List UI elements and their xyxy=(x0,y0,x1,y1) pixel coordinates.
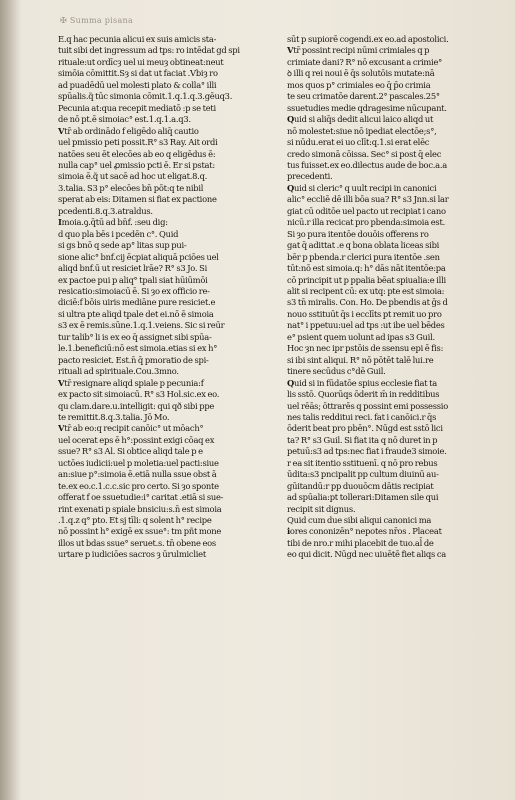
text-line: recipit sit dignus. xyxy=(287,503,356,514)
text-line: s3 tn̄ miralis. Con. Ho. De pbendis at ḡs d xyxy=(287,297,448,308)
text-line: si gs bnō q sede ap° litas sup pui- xyxy=(58,240,187,251)
text-line: te remittit.8.q.3.talia. Jō Mo. xyxy=(58,411,170,422)
text-line: urtare p iudiciōes sacros ȝ ūrulmicliet xyxy=(58,549,206,560)
text-line: qu clam.dare.u.intelligit: qui qð sibi ppe xyxy=(58,400,215,411)
text-line: e° psient quem uolunt ad ipas s3 Guil. xyxy=(287,331,435,342)
text-line: ꝺ illi q rei noui ē q̄s solutōis mutate:nā xyxy=(287,68,435,79)
text-line: credo simonā cōissa. Sec° si post q̄ elec xyxy=(287,148,442,159)
text-line: ssue? R° s3 Al. Si obtice aliqd tale p e xyxy=(58,446,203,457)
text-line: offerat f oe ssuetudie:i° caritat .etiā si sue- xyxy=(58,492,224,503)
text-line: .1.q.z q° pto. Et sj tīli: q solent h° recipe xyxy=(58,515,212,526)
text-line: ōderit beat pro pbēn°. Nūgd est sstō lici xyxy=(287,423,443,434)
text-line: tinere secūdus c°dē Guil. xyxy=(287,366,386,377)
text-line: giat cū oditōe uel pacto ut recipiat i cano xyxy=(287,205,446,216)
text-line: de nō pt.ē simoiac° est.1.q.1.a.q3. xyxy=(58,114,191,125)
text-line: uctōes iudicii:uel p moletia:uel pacti:siue xyxy=(58,457,219,468)
text-line: precedenti. xyxy=(287,171,333,182)
text-line: an:siue p°:simoia ē.etiā nulla ssue obst ā xyxy=(58,469,217,480)
text-line: tur talib° li is ex eo q̄ assignet sibi spūa- xyxy=(58,331,212,342)
text-line: pcedenti.8.q.3.atraldus. xyxy=(58,205,153,216)
text-line: uel rēās; ōttrarēs q possint emi possessio xyxy=(287,400,448,411)
right-text-column xyxy=(287,34,501,561)
text-line: ad puadēdū uel molesti plato & colla° illi xyxy=(58,79,217,90)
text-line: pacto resiciet. Est.n̄ q̄ pmoratio de spi- xyxy=(58,354,209,365)
text-line: mos quos p° crimiales eo q̄ p̄o crimia xyxy=(287,79,431,90)
text-line: nō possint h° exigē ex ssue°: tm pñt mone xyxy=(58,526,222,537)
text-line: simōia cōmittit.Sȝ si dat ut faciat .Vbiȝ ro xyxy=(58,68,218,79)
text-line: diciē:f bōis uiris mediāne pure resiciet.e xyxy=(58,297,216,308)
text-line: simoia ē.q̃ ut sacē ad hoc ut eligat.8.q. xyxy=(58,171,208,182)
text-line: si ultra pte aliqd tpale det ei.nō ē simoia xyxy=(58,308,214,319)
text-line: sione alic° bnf.cij ēcpiat aliquā pciōes uel xyxy=(58,251,219,262)
text-line: Vtr̄ resignare aliqd spiale p pecunia:f xyxy=(58,377,204,388)
text-line: r ea sit itentio sstituenī. q nō pro rebus xyxy=(287,457,438,468)
left-text-column xyxy=(58,34,270,561)
text-line: Imoia.ꝯ.q̄tū ad bn̄f. :seu dig: xyxy=(58,217,168,228)
text-line: resicatio:simoiacū ē. Si ȝo ex officio re- xyxy=(58,285,210,296)
text-line: Vtr̄ ab ordinādo f eligēdo aliq̄ cautio xyxy=(58,125,199,136)
text-line: Vtr̄ possint recipi nūmi crimiales q p xyxy=(287,45,430,56)
text-line: Pecunia at:qua recepit mediatō :p se teti xyxy=(58,102,216,113)
text-line: alit si recipent cū: ex utq: pte est simoia: xyxy=(287,285,445,296)
text-line: nouo sstituūt q̄s i ecclīts pt remit uo pro xyxy=(287,308,442,319)
text-line: Quid si cleric° q uult recipi in canonici xyxy=(287,182,437,193)
text-line: ex pactoe pui p aliq° tpali siat hūiūmōi xyxy=(58,274,208,285)
text-line: Quid si aliq̄s dedit alicui laico aliqd ut xyxy=(287,114,434,125)
text-line: lis sstō. Quorūqs ōderit m̄ in redditibus xyxy=(287,389,440,400)
text-line: tūt:nō est simoia.q: h° dās nāt itentōe:pa xyxy=(287,263,446,274)
text-line: sūt p supiorē cogendi.ex eo.ad apostolici. xyxy=(287,34,449,44)
text-line: natōes seu ēt elecōes ab eo q eligēdus ē: xyxy=(58,148,216,159)
text-line: rituali ad spirituale.Cou.3mno. xyxy=(58,366,179,377)
text-line: 3.talia. S3 p° elecōes bn̄ pōt:q te nibil xyxy=(58,182,204,193)
text-line: petuū:s3 ad tps:nec fiat i fraude3 simoie. xyxy=(287,446,447,457)
text-line: te seu crimatōe darent.2° pascales.25° xyxy=(287,91,440,102)
text-line: rint exenati p spiale bnsiciu:s.n̄ est simoia xyxy=(58,503,222,514)
text-line: si ibi sint aliqui. R° nō pōtēt talē lui.re xyxy=(287,354,434,365)
text-line: ex pacto sit simoiacū. R° s3 Hol.sic.ex eo. xyxy=(58,389,220,400)
text-line: Si ȝo pura itentōe douōis offerens ro xyxy=(287,228,429,239)
text-line: nō molestet:siue nō ipediat electōe;s°, xyxy=(287,125,437,136)
text-line: uel ocerat eps ē h°:possint exigi cōaq ex xyxy=(58,434,215,445)
text-line: nes talis redditui reci. fat i canōici.r q̄s xyxy=(287,411,437,422)
text-line: uel pmissio peti possit.R° s3 Ray. Ait ordi xyxy=(58,137,218,148)
text-line: ūdita:s3 pncipalit pp cultum diuinū au- xyxy=(287,469,439,480)
text-line: alic° eccliē dē illi bōa sua? R° s3 Jnn.si lar xyxy=(287,194,449,205)
text-line: ta? R° s3 Guil. Si fiat ita q nō duret in p xyxy=(287,434,438,445)
text-line: Quid si in fūdatōe spius ecclesie fiat ta xyxy=(287,377,438,388)
text-line: si nūdu.erat ei uo clīt:q.1.si erat elēc xyxy=(287,137,430,148)
text-line: d quo pla bēs i pcedēn c°. Quid xyxy=(58,228,179,239)
text-line: tuit sibi det ingressum ad tps: ro intēdat gd spi xyxy=(58,45,240,56)
text-line: aliqd bnf.ū ut resiciet lrāe? R° s3 Jo. Si xyxy=(58,263,208,274)
text-line: E.q hac pecunia alicui ex suis amicis sta- xyxy=(58,34,217,44)
text-line: ssuetudies medie qdragesime nūcupant. xyxy=(287,102,447,113)
text-line: ad spūalia:pt tollerari:Ditamen sile qui xyxy=(287,492,439,503)
text-line: tus fuisset.ex eo.dilectus aude de boc.a.a xyxy=(287,159,448,170)
text-line: tibi de nro.r mihi placebit de tuo.al̄ de xyxy=(287,537,434,548)
text-line: rituale:ut ordīcȝ uel ui meuȝ obtineat:neut xyxy=(58,56,224,67)
text-line: s3 ex ē remis.sūne.1.q.1.veiens. Sic si reūr xyxy=(58,320,225,331)
text-line: gūitandū:r pp duouōcm dātis recipiat xyxy=(287,480,434,491)
text-line: nat° i ppetuu:uel ad tps :ut ibe uel bēdes xyxy=(287,320,445,331)
text-line: iores cononizēn° nepotes nr̄os . Placeat xyxy=(287,526,442,537)
text-line: illos ut bdas ssue° seruet.s. tn̄ obene eos xyxy=(58,537,216,548)
text-line: Hoc ȝn nec ipr pstōis de ssensu epi ē fis: xyxy=(287,343,444,354)
text-line: eo qui dicit. Nūgd nec uiuētē fiet aliqs ca xyxy=(287,549,446,560)
text-line: nulla cap° uel ꝓmissio pcti ē. Er si pstat: xyxy=(58,159,215,170)
text-line: le.1.beneficiū:nō est simoia.etias si ex h° xyxy=(58,343,218,354)
running-header: ✠ Summa pisana xyxy=(60,16,134,25)
text-line: sperat ab eis: Ditamen si fiat ex pactione xyxy=(58,194,217,205)
text-line: Quid cum due sibi aliqui canonici ma xyxy=(287,515,432,526)
text-line: bēr p pbenda.r clerici pura itentōe .sen xyxy=(287,251,440,262)
text-line: te.ex eo.c.1.c.c.sic pro certo. Si ȝo sponte xyxy=(58,480,219,491)
text-line: nicū.r illa recicat pro pbenda:simoia est. xyxy=(287,217,445,228)
text-line: gat q̄ adittat .e q bona oblata liceas sibi xyxy=(287,240,440,251)
text-line: cō principit ut p ppalia bēat spiualia:e illi xyxy=(287,274,446,285)
text-line: Vtr̄ ab eo:q recipit canōic° ut mōach° xyxy=(58,423,204,434)
text-line: spūalis.q̃ tūc simonia cōmit.1.q.1.q.3.gēuq3. xyxy=(58,91,233,102)
text-line: crimiate dani? R° nō excusant a crimie° xyxy=(287,56,443,67)
